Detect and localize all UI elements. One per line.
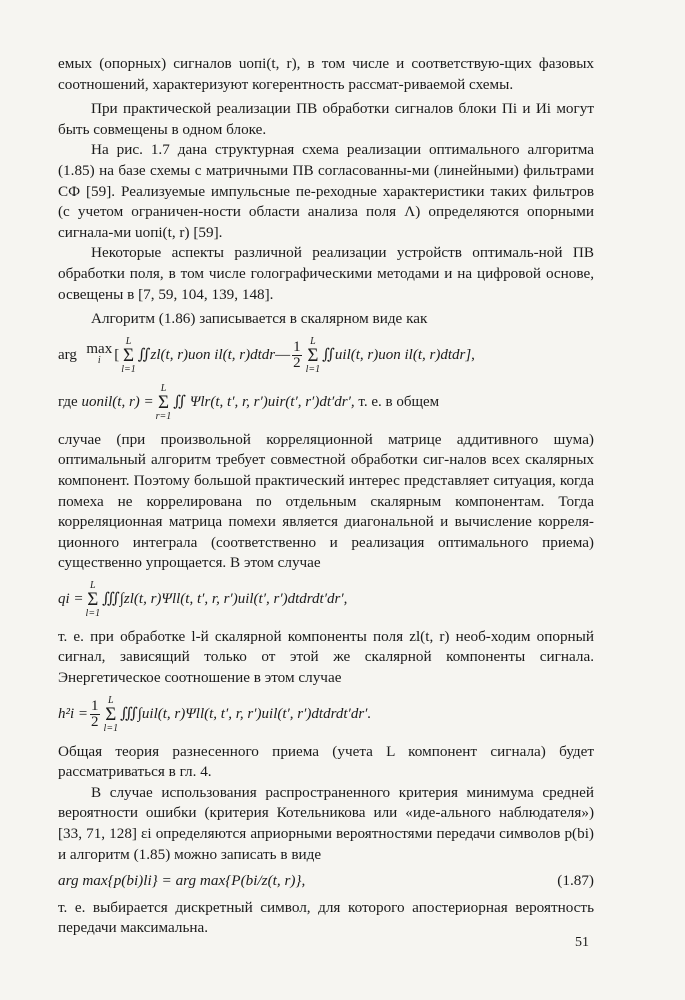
paragraph-8: т. е. при обработке l-й скалярной компоненты поля zl(t, r) необ-ходим опорный сигнал, зависящий только от этой же скалярной компоненты сигнала. Энергетическое соотношение в этом случае <box>58 627 594 687</box>
f1-half-num: 1 <box>293 338 301 355</box>
f5-body <box>58 871 305 892</box>
formula-energy <box>58 695 594 734</box>
paragraph-5: Алгоритм (1.86) записывается в скалярном виде как <box>91 310 428 328</box>
f3-sum-top: L <box>90 579 96 591</box>
f2-suffix: т. е. в общем <box>358 394 440 411</box>
f2-lhs: uопil(t, r) = <box>81 394 154 411</box>
f1-sum: L Σ l=1 <box>121 335 136 375</box>
formula-uop-definition <box>58 383 594 422</box>
f1-arg: arg <box>58 347 77 364</box>
equation-number-1-87: (1.87) <box>557 872 594 890</box>
f1-sum-2: L Σ l=1 <box>305 335 321 375</box>
f1-bracket: [ <box>114 347 120 364</box>
f1-max-block <box>86 341 113 367</box>
paragraph-7: случае (при произвольной корреляционной матрице аддитивного шума) оптимальный алгоритм требует совместной обработки сиг-налов всех скалярных компонент. Поэтому большой практический интерес представляет ситуация, когда помеха не коррелирована по отдельным скалярным компонентам. Тогда корреляционная матрица помехи является диагональной и вычисление корреля-ционного интеграла (соответственно и реализация оптимального приема) существенно упрощается. В этом случае <box>58 430 594 572</box>
paragraph-4: Некоторые аспекты различной реализации устройств оптималь-ной ПВ обработки поля, в том числе голографическими методами и на цифровой основе, освещены в [7, 59, 104, 139, 148]. <box>58 244 594 303</box>
f2-sum-top: L <box>160 382 167 394</box>
f4-half-den: 2 <box>91 713 99 730</box>
f1-max: max <box>86 341 113 358</box>
f4-body: ∭∫uil(t, r)Ψll(t, t′, r, r′)uil(t′, r′)dtdrdt′dr′. <box>120 706 372 723</box>
f1-sum-top: L <box>125 335 132 347</box>
f1-integral-2: ∬uil(t, r)uоп il(t, r)dtdr], <box>322 347 475 364</box>
f2-where: где <box>58 394 78 411</box>
f1-half <box>292 340 302 371</box>
f3-body: ∭∫zl(t, r)Ψll(t, t′, r, r′)uil(t′, r′)dtdrdt′dr′, <box>102 591 348 608</box>
paragraph-1: емых (опорных) сигналов uопi(t, r), в том числе и соответствую-щих фазовых соотношений, характеризуют когерентность рассмат-риваемой схемы. <box>58 55 594 93</box>
paragraph-3: На рис. 1.7 дана структурная схема реализации оптимального алгоритма (1.85) на базе схемы с матричными ПВ согласованны-ми (линейными) фильтрами СФ [59]. Реализуемые импульсные пе-реходные характеристики таких фильтров (с учетом ограничен-ности области анализа поля Λ) определяются опорными сигнала-ми uопi(t, r) [59]. <box>58 141 594 241</box>
f5-text: arg max{p(bi)li} = arg max{P(bi/z(t, r)}, <box>58 872 306 890</box>
paragraph-11: т. е. выбирается дискретный символ, для которого апостериорная вероятность передачи максимальна. <box>58 898 594 937</box>
f1-half-den: 2 <box>293 354 301 371</box>
f4-half <box>90 699 100 730</box>
f4-sum-bottom: l=1 <box>103 722 119 734</box>
formula-1-87 <box>58 871 594 892</box>
f2-body: ∬ Ψlr(t, t′, r, r′)uir(t′, r′)dt′dr′, <box>173 394 355 411</box>
f1-sum2-bottom: l=1 <box>305 363 321 375</box>
page-body <box>58 54 594 939</box>
f2-sum: L Σ r=1 <box>155 382 172 422</box>
f2-sum-bottom: r=1 <box>155 410 172 422</box>
f4-lhs: h²i = <box>58 706 89 723</box>
f1-sum-bottom: l=1 <box>121 363 136 375</box>
f1-integral-1: ∬zl(t, r)uоп il(t, r)dtdr <box>137 347 276 364</box>
page-number: 51 <box>575 935 589 950</box>
paragraph-10: В случае использования распространенного критерия минимума средней вероятности ошибки (критерия Котельникова или «иде-ального наблюдателя») [33, 71, 128] εi определяются априорными вероятностями передачи символов p(bi) и алгоритм (1.85) можно записать в виде <box>58 783 594 863</box>
paragraph-9: Общая теория разнесенного приема (учета L компонент сигнала) будет рассматриваться в гл. 4. <box>58 742 594 781</box>
formula-qi <box>58 580 594 619</box>
f1-minus: — <box>275 347 291 364</box>
f1-sum2-top: L <box>310 335 316 347</box>
f3-sum: L Σ l=1 <box>85 579 101 619</box>
f3-lhs: qi = <box>58 591 84 608</box>
f4-sum-top: L <box>108 694 114 706</box>
formula-1-86-scalar <box>58 336 594 375</box>
f4-half-num: 1 <box>91 697 99 714</box>
f4-sum: L Σ l=1 <box>103 694 119 734</box>
f3-sum-bottom: l=1 <box>85 607 101 619</box>
f1-max-sub: i <box>97 355 101 367</box>
paragraph-2: При практической реализации ПВ обработки сигналов блоки Пi и Иi могут быть совмещены в одном блоке. <box>58 100 594 138</box>
